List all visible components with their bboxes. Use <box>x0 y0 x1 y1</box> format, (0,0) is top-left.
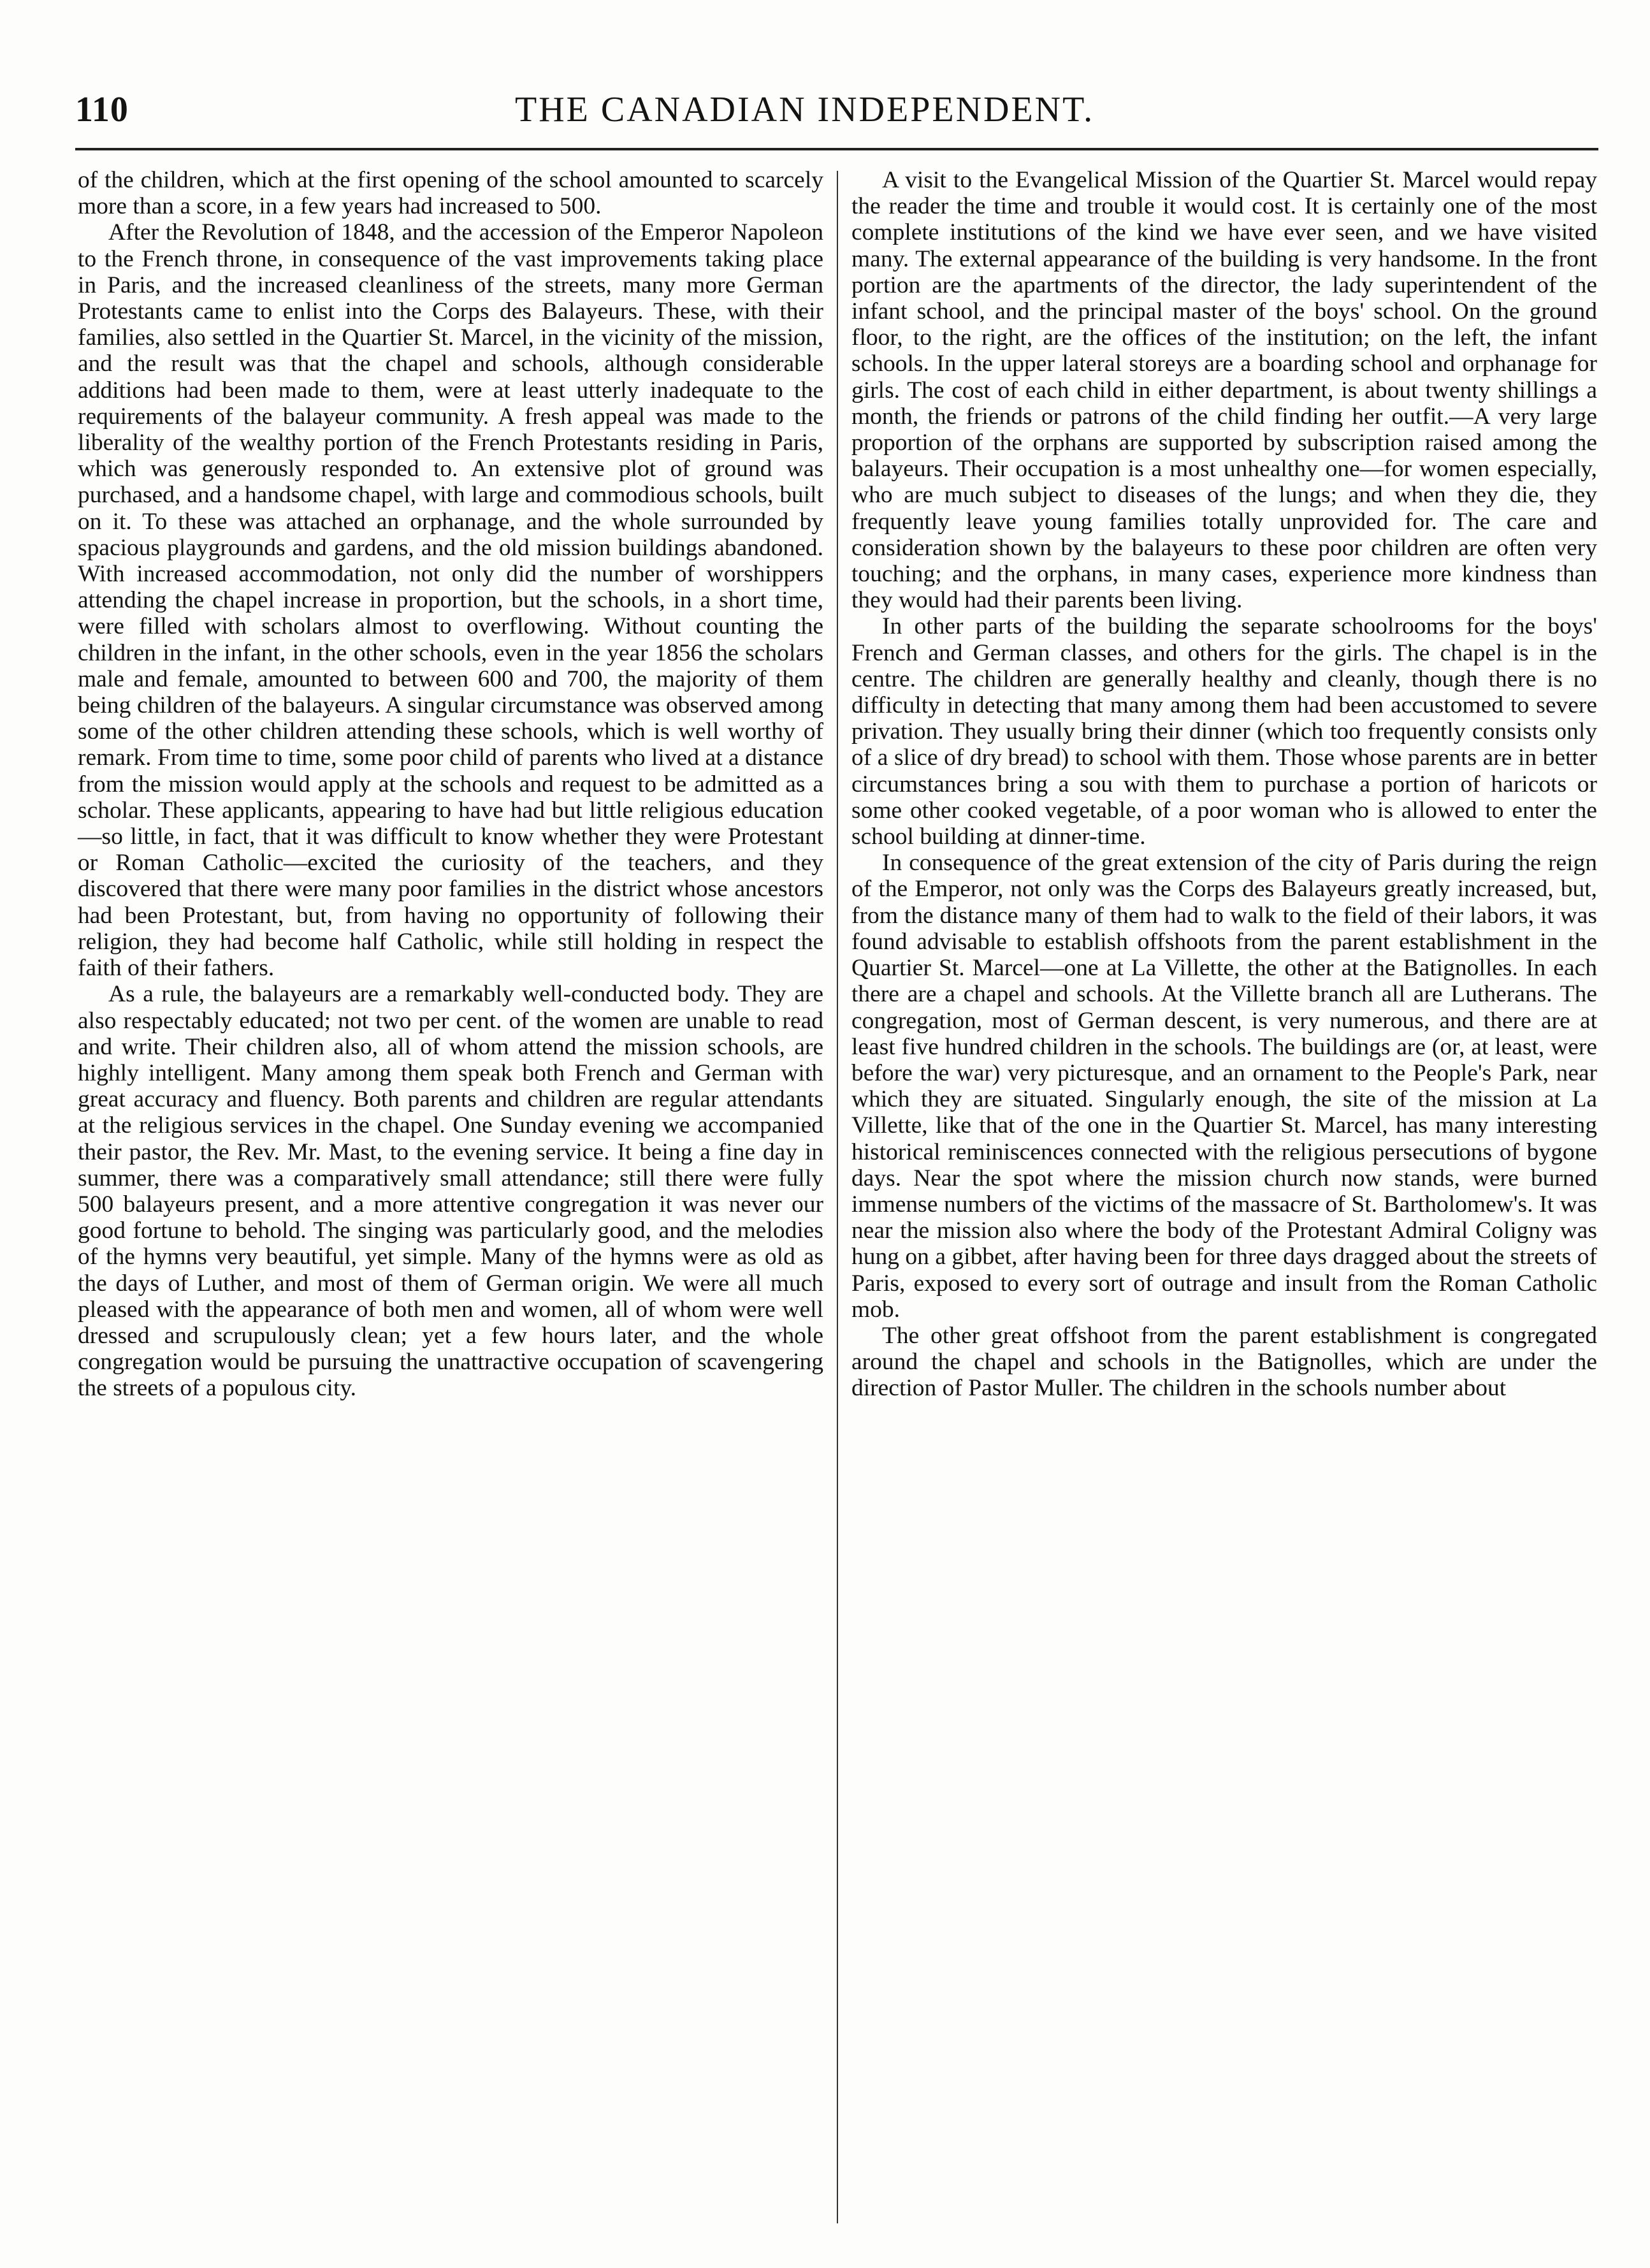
left-paragraph-2: After the Revolution of 1848, and the accession of the Emperor Napoleon to the French throne, in consequence of the vast improvements taking place in Paris, and the increased cleanliness of the streets, many more German Protestants came to enlist into the Corps des Balayeurs. These, with their families, also settled in the Quartier St. Marcel, in the vicinity of the mission, and the result was that the chapel and schools, although considerable additions had been made to them, were at least utterly inadequate to the requirements of the balayeur community. A fresh appeal was made to the liberality of the wealthy portion of the French Protestants residing in Paris, which was generously responded to. An extensive plot of ground was purchased, and a handsome chapel, with large and commodious schools, built on it. To these was attached an orphanage, and the whole surrounded by spacious playgrounds and gardens, and the old mission buildings abandoned. With increased accommodation, not only did the number of worshippers attending the chapel increase in proportion, but the schools, in a short time, were filled with scholars almost to overflowing. Without counting the children in the infant, in the other schools, even in the year 1856 the scholars male and female, amounted to between 600 and 700, the majority of them being children of the balayeurs. A singular circumstance was observed among some of the other children attending these schools, which is well worthy of remark. From time to time, some poor child of parents who lived at a distance from the mission would apply at the schools and request to be admitted as a scholar. These applicants, appearing to have had but little religious education—so little, in fact, that it was difficult to know whether they were Protestant or Roman Catholic—excited the curiosity of the teachers, and they discovered that there were many poor families in the district whose ancestors had been Protestant, but, from having no opportunity of following their religion, they had become half Catholic, while still holding in respect the faith of their fathers. <box>78 219 823 982</box>
right-paragraph-3: In consequence of the great extension of the city of Paris during the reign of the Emperor, not only was the Corps des Balayeurs greatly increased, but, from the distance many of them had to walk to the field of their labors, it was found advisable to establish offshoots from the parent establishment in the Quartier St. Marcel—one at La Villette, the other at the Batignolles. In each there are a chapel and schools. At the Villette branch all are Lutherans. The congregation, most of German descent, is very numerous, and there are at least five hundred children in the schools. The buildings are (or, at least, were before the war) very picturesque, and an ornament to the People's Park, near which they are situated. Singularly enough, the site of the mission at La Villette, like that of the one in the Quartier St. Marcel, has many interesting historical reminiscences connected with the religious persecutions of bygone days. Near the spot where the mission church now stands, were burned immense numbers of the victims of the massacre of St. Bartholomew's. It was near the mission also where the body of the Protestant Admiral Coligny was hung on a gibbet, after having been for three days dragged about the streets of Paris, exposed to every sort of outrage and insult from the Roman Catholic mob. <box>851 850 1597 1323</box>
right-paragraph-4: The other great offshoot from the parent establishment is congregated around the chapel and schools in the Batignolles, which are under the direction of Pastor Muller. The children in the schools number about <box>851 1322 1597 1402</box>
page-header <box>75 89 1598 147</box>
left-paragraph-1: of the children, which at the first opening of the school amounted to scarcely more than a score, in a few years had increased to 500. <box>78 167 823 220</box>
column-divider <box>837 171 838 2223</box>
left-column <box>78 167 823 1402</box>
right-paragraph-2: In other parts of the building the separate schoolrooms for the boys' French and German classes, and others for the girls. The chapel is in the centre. The children are generally healthy and cleanly, though there is no difficulty in detecting that many among them had been accustomed to severe privation. They usually bring their dinner (which too frequently consists only of a slice of dry bread) to school with them. Those whose parents are in better circumstances bring a sou with them to purchase a portion of haricots or some other cooked vegetable, of a poor woman who is allowed to enter the school building at dinner-time. <box>851 613 1597 850</box>
right-column <box>851 167 1597 1402</box>
journal-title: THE CANADIAN INDEPENDENT. <box>515 90 1095 129</box>
page-number: 110 <box>75 90 129 129</box>
left-paragraph-3: As a rule, the balayeurs are a remarkably well-conducted body. They are also respectably educated; not two per cent. of the women are unable to read and write. Their children also, all of whom attend the mission schools, are highly intelligent. Many among them speak both French and German with great accuracy and fluency. Both parents and children are regular attendants at the religious services in the chapel. One Sunday evening we accompanied their pastor, the Rev. Mr. Mast, to the evening service. It being a fine day in summer, there was a comparatively small attendance; still there were fully 500 balayeurs present, and a more attentive congregation it was never our good fortune to behold. The singing was particularly good, and the melodies of the hymns very beautiful, yet simple. Many of the hymns were as old as the days of Luther, and most of them of German origin. We were all much pleased with the appearance of both men and women, all of whom were well dressed and scrupulously clean; yet a few hours later, and the whole congregation would be pursuing the unattractive occupation of scavengering the streets of a populous city. <box>78 981 823 1402</box>
right-paragraph-1: A visit to the Evangelical Mission of the Quartier St. Marcel would repay the reader the time and trouble it would cost. It is certainly one of the most complete institutions of the kind we have ever seen, and we have visited many. The external appearance of the building is very handsome. In the front portion are the apartments of the director, the lady superintendent of the infant school, and the principal master of the boys' school. On the ground floor, to the right, are the offices of the institution; on the left, the infant schools. In the upper lateral storeys are a boarding school and orphanage for girls. The cost of each child in either department, is about twenty shillings a month, the friends or patrons of the child finding her outfit.—A very large proportion of the orphans are supported by subscription raised among the balayeurs. Their occupation is a most unhealthy one—for women especially, who are much subject to diseases of the lungs; and when they die, they frequently leave young families totally unprovided for. The care and consideration shown by the balayeurs to these poor children are often very touching; and the orphans, in many cases, experience more kindness than they would had their parents been living. <box>851 167 1597 614</box>
header-rule <box>75 148 1598 150</box>
